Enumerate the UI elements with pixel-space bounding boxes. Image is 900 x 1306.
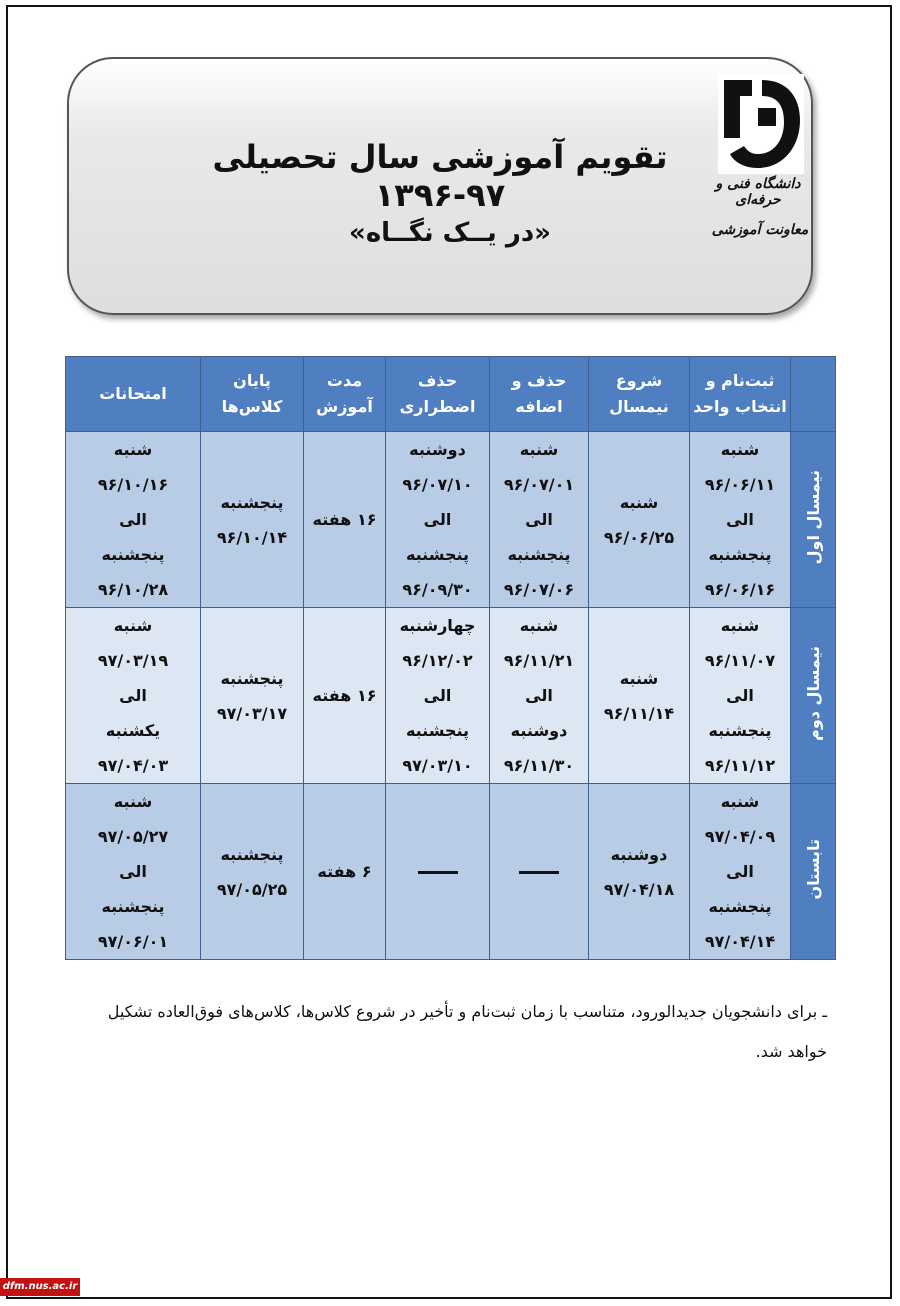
semester-label-text: تابستان — [803, 839, 823, 900]
cell-line: ۹۶/۰۶/۱۶ — [704, 580, 776, 599]
cell-line: ۹۶/۱۰/۲۸ — [97, 580, 169, 599]
cell-line: دوشنبه — [610, 844, 668, 864]
cell-line: ۹۷/۰۴/۰۹ — [704, 827, 776, 846]
registration-cell — [690, 784, 791, 960]
header-corner — [791, 357, 836, 432]
duration-cell — [304, 432, 386, 608]
cell-line: ۹۶/۰۶/۲۵ — [603, 527, 675, 547]
cell-line: ۹۶/۱۱/۱۲ — [704, 756, 776, 775]
cell-line: الی — [726, 510, 754, 529]
cell-line: ۹۶/۰۹/۳۰ — [402, 580, 473, 599]
cell-line: ۹۶/۱۱/۳۰ — [503, 756, 575, 775]
cell-line: ۹۷/۰۳/۱۰ — [402, 756, 473, 775]
table-row — [66, 784, 836, 960]
cell-line: شنبه — [519, 440, 559, 459]
classes-end-cell — [201, 784, 304, 960]
cell-line: ۹۶/۱۱/۲۱ — [503, 651, 575, 670]
exams-cell — [66, 432, 201, 608]
cell-line: ۹۶/۱۰/۱۶ — [97, 475, 169, 494]
semester-label — [791, 432, 836, 608]
cell-line: الی — [423, 686, 452, 705]
cell-line: الی — [726, 862, 754, 881]
duration-cell — [304, 784, 386, 960]
duration-cell — [304, 608, 386, 784]
cell-line: ۹۶/۰۷/۰۱ — [503, 475, 575, 494]
cell-line: ۱۶ هفته — [312, 510, 377, 529]
cell-line: ۱۶ هفته — [312, 686, 377, 705]
cell-line: چهارشنبه — [399, 616, 476, 635]
emergency-drop-cell — [386, 432, 490, 608]
footnote: ـ برای دانشجویان جدیدالورود، متناسب با زمان ثبت‌نام و تأخیر در شروع کلاس‌ها، کلاس‌های فوق‌العاده تشکیل خواهد شد. — [107, 1002, 827, 1061]
classes-end-cell — [201, 432, 304, 608]
cell-line: الی — [119, 686, 147, 705]
cell-line: الی — [525, 510, 553, 529]
cell-line: پنجشنبه — [507, 545, 571, 564]
add-drop-cell — [490, 784, 589, 960]
cell-line: الی — [119, 510, 147, 529]
cell-line: پنجشنبه — [220, 844, 284, 864]
exams-cell — [66, 784, 201, 960]
add-drop-cell — [490, 432, 589, 608]
cell-line: پنجشنبه — [708, 721, 772, 740]
cell-line: الی — [423, 510, 452, 529]
cell-line: شنبه — [720, 616, 760, 635]
semester-start-cell — [589, 784, 690, 960]
cell-line: ۹۷/۰۴/۱۴ — [704, 932, 776, 951]
cell-line: ۹۶/۰۷/۰۶ — [503, 580, 575, 599]
cell-line: شنبه — [113, 792, 153, 811]
header-registration: ثبت‌نام و انتخاب واحد — [690, 357, 791, 432]
cell-line: شنبه — [619, 492, 659, 512]
registration-cell — [690, 608, 791, 784]
emergency-drop-cell — [386, 784, 490, 960]
cell-line: شنبه — [519, 616, 559, 635]
cell-line: ۹۷/۰۵/۲۵ — [216, 879, 288, 899]
cell-line: پنجشنبه — [708, 545, 772, 564]
cell-line: پنجشنبه — [405, 721, 470, 740]
semester-start-cell — [589, 608, 690, 784]
cell-line: شنبه — [720, 792, 760, 811]
cell-line: پنجشنبه — [405, 545, 470, 564]
cell-line: پنجشنبه — [220, 668, 284, 688]
cell-line: ۹۶/۱۰/۱۴ — [216, 527, 288, 547]
cell-line: ۹۷/۰۵/۲۷ — [97, 827, 169, 846]
header-add-drop: حذف و اضافه — [490, 357, 589, 432]
cell-line: ۹۷/۰۴/۱۸ — [603, 879, 675, 899]
add-drop-cell — [490, 608, 589, 784]
cell-line: ۹۶/۱۲/۰۲ — [402, 651, 473, 670]
cell-line: دوشنبه — [409, 440, 466, 459]
semester-label — [791, 784, 836, 960]
university-logo — [718, 74, 804, 174]
cell-line: پنجشنبه — [708, 897, 772, 916]
header-semester-start: شروع نیمسال — [589, 357, 690, 432]
semester-label-text: نیمسال اول — [803, 470, 823, 565]
semester-label-text: نیمسال دوم — [803, 646, 823, 741]
cell-line: دوشنبه — [510, 721, 568, 740]
cell-line: شنبه — [619, 668, 659, 688]
cell-line: ۹۷/۰۳/۱۹ — [97, 651, 169, 670]
header-row — [66, 357, 836, 432]
cell-line: پنجشنبه — [101, 897, 165, 916]
page-title: تقویم آموزشی سال تحصیلی ۹۷-۱۳۹۶ — [212, 138, 668, 214]
semester-label — [791, 608, 836, 784]
cell-line: شنبه — [113, 616, 153, 635]
header-classes-end: پایان کلاس‌ها — [201, 357, 304, 432]
cell-line: ۹۶/۱۱/۰۷ — [704, 651, 776, 670]
cell-line: الی — [726, 686, 754, 705]
cell-line: ۹۶/۰۶/۱۱ — [704, 475, 776, 494]
cell-line: ۹۷/۰۳/۱۷ — [216, 703, 288, 723]
cell-line: الی — [119, 862, 147, 881]
table-row — [66, 432, 836, 608]
cell-line: ۹۶/۱۱/۱۴ — [603, 703, 675, 723]
exams-cell — [66, 608, 201, 784]
site-badge: dfm.nus.ac.ir — [0, 1278, 80, 1296]
semester-start-cell — [589, 432, 690, 608]
empty-dash — [418, 871, 458, 874]
empty-dash — [519, 871, 559, 874]
cell-line: ۹۷/۰۶/۰۱ — [97, 932, 169, 951]
department-name: معاونت آموزشی — [711, 222, 809, 238]
cell-line: شنبه — [720, 440, 760, 459]
table-row — [66, 608, 836, 784]
cell-line: ۹۶/۰۷/۱۰ — [402, 475, 473, 494]
header-exams: امتحانات — [66, 357, 201, 432]
cell-line: پنجشنبه — [101, 545, 165, 564]
cell-line: ۹۷/۰۴/۰۳ — [97, 756, 169, 775]
registration-cell — [690, 432, 791, 608]
page-subtitle: «در یــک نگــاه» — [349, 218, 551, 248]
header-duration: مدت آموزش — [304, 357, 386, 432]
cell-line: الی — [525, 686, 553, 705]
cell-line: شنبه — [113, 440, 153, 459]
classes-end-cell — [201, 608, 304, 784]
header-emergency-drop: حذف اضطراری — [386, 357, 490, 432]
academic-calendar-table — [65, 356, 836, 960]
cell-line: ۶ هفته — [317, 862, 372, 881]
org-name: دانشگاه فنی و حرفه‌ای — [715, 176, 801, 208]
emergency-drop-cell — [386, 608, 490, 784]
cell-line: یکشنبه — [105, 721, 161, 740]
cell-line: پنجشنبه — [220, 492, 284, 512]
